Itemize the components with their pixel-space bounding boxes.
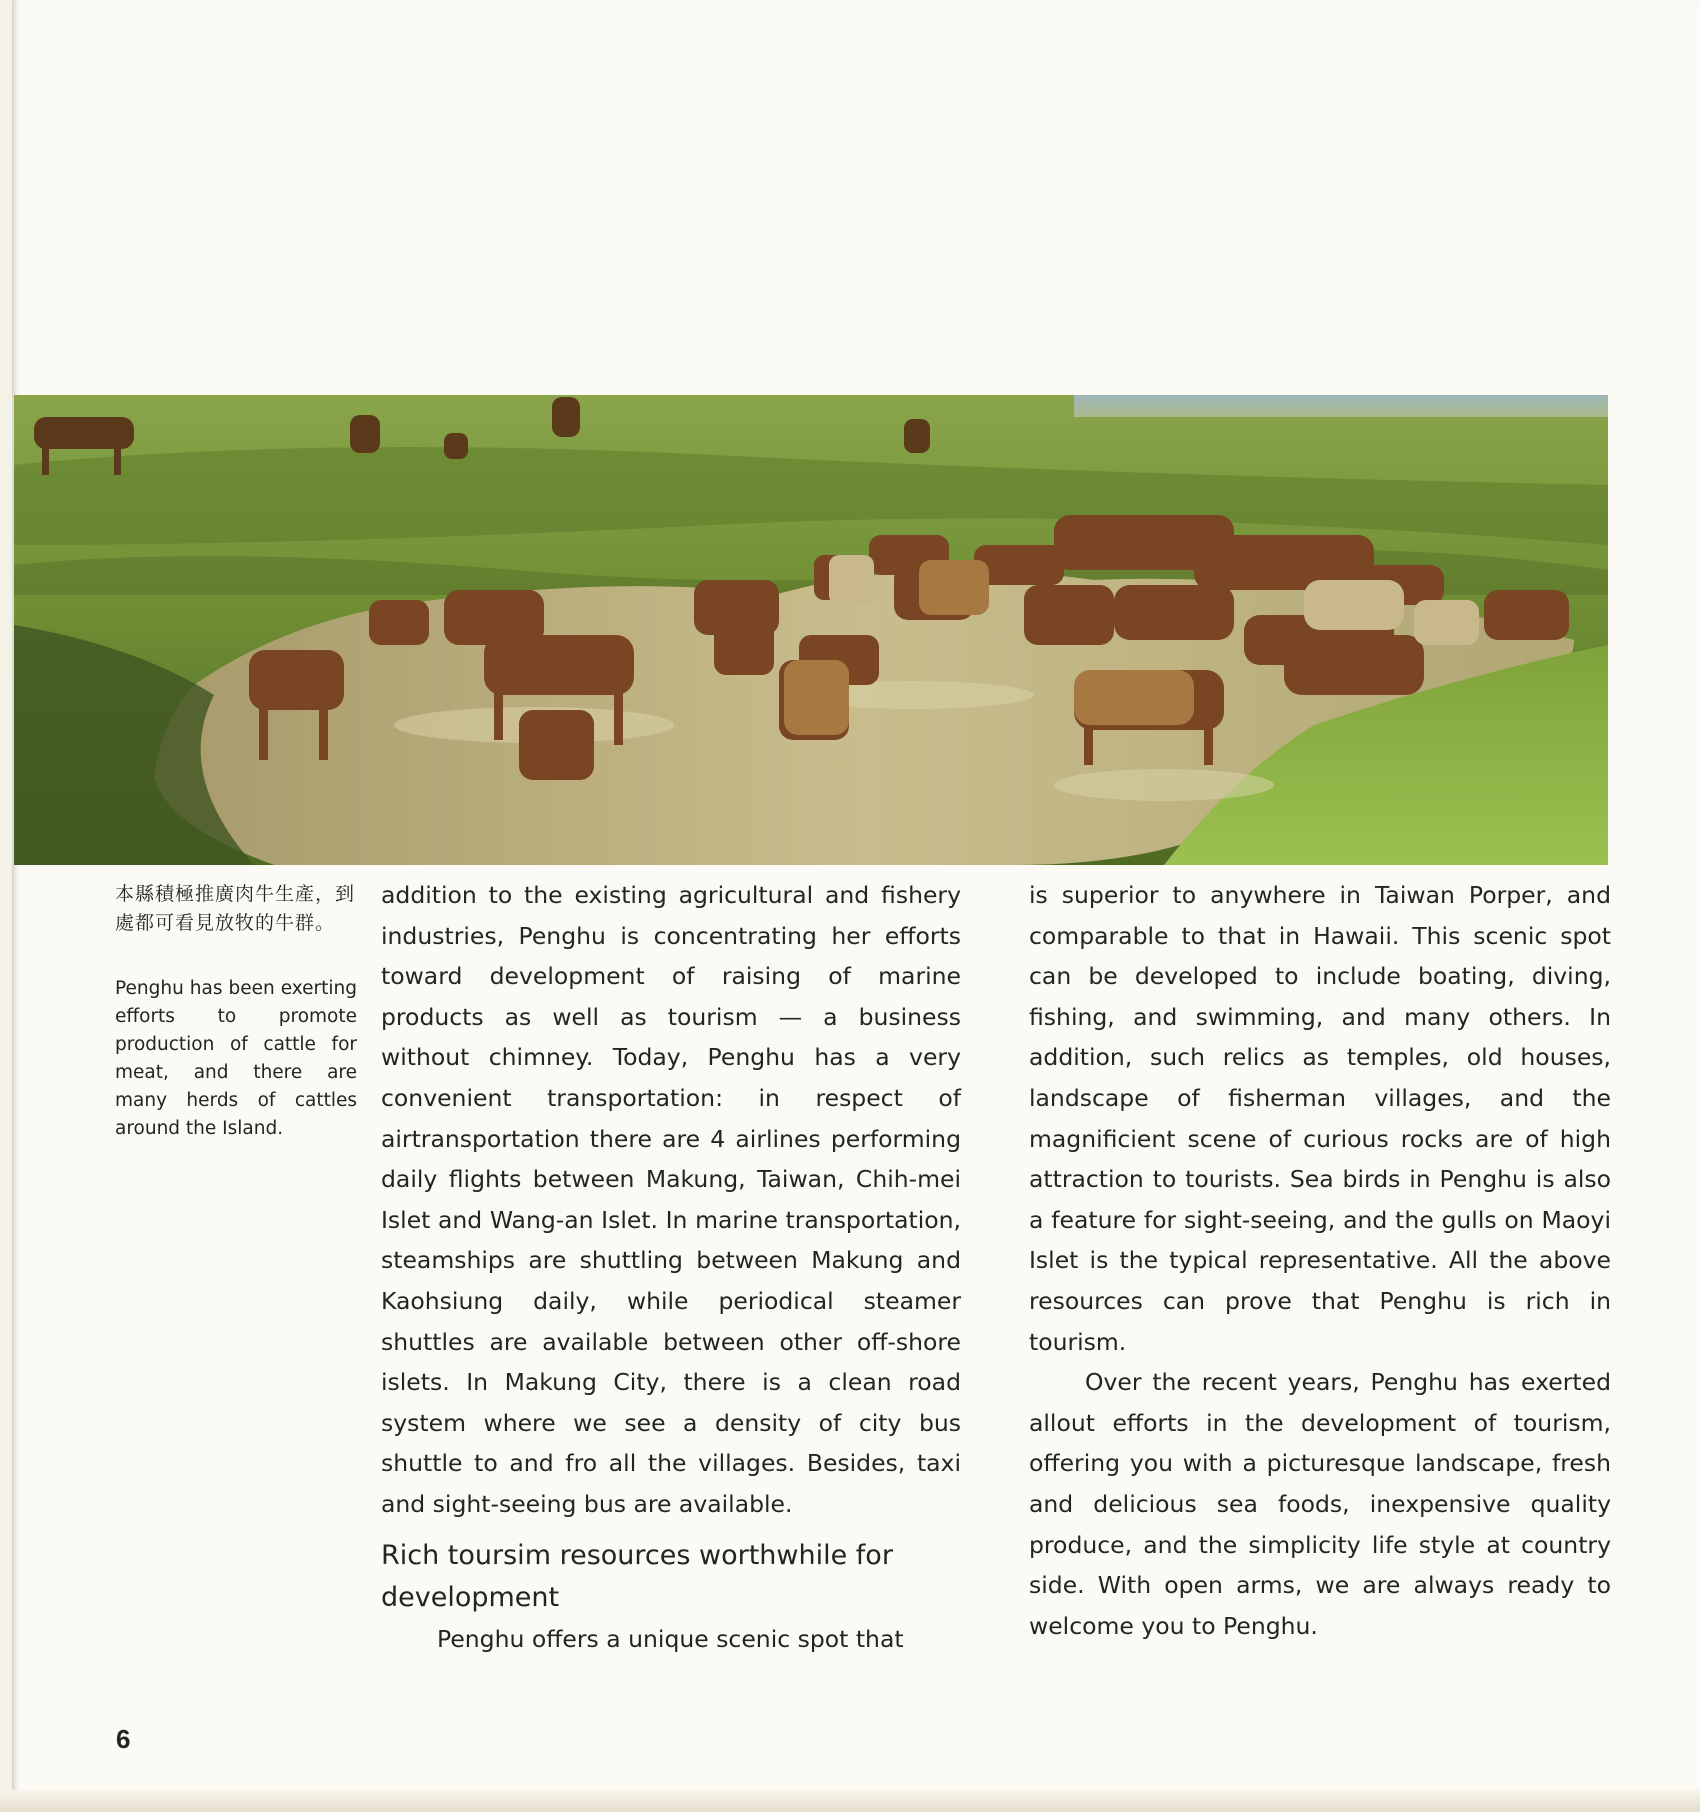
caption-chinese: 本縣積極推廣肉牛生產，到處都可看見放牧的牛群。 — [115, 883, 356, 934]
section-heading: Rich toursim resources worthwhile for development — [381, 1539, 893, 1613]
text-column-middle — [381, 875, 961, 1659]
text-column-right — [1029, 875, 1611, 1646]
body-paragraph: addition to the existing agricultural and fishery industries, Penghu is concentrating her efforts toward development of raising of marine products as well as tourism — a business without chimney. Today, Penghu has a very convenient transportation: in respect of airtransportation there are 4 airlines performing daily flights between Makung, Taiwan, Chih-mei Islet and Wang-an Islet. In marine transportation, steamships are shuttling between Makung and Kaohsiung daily, while periodical steamer shuttles are available between other off-shore islets. In Makung City, there is a clean road system where we see a density of city bus shuttle to and fro all the villages. Besides, taxi and sight-seeing bus are available. — [381, 881, 961, 1518]
cattle-herd-photo — [14, 395, 1608, 865]
body-paragraph: Over the recent years, Penghu has exerted allout efforts in the development of tourism, offering you with a picturesque landscape, fresh and delicious sea foods, inexpensive quality produce, and the simplicity life style at country side. With open arms, we are always ready to welcome you to Penghu. — [1029, 1368, 1611, 1640]
page-number: 6 — [116, 1724, 131, 1754]
body-paragraph: is superior to anywhere in Taiwan Porper, and comparable to that in Hawaii. This scenic spot can be developed to include boating, diving, fishing, and swimming, and many others. In addition, such relics as temples, old houses, landscape of fisherman villages, and the magnificient scene of curious rocks are of high attraction to tourists. Sea birds in Penghu is also a feature for sight-seeing, and the gulls on Maoyi Islet is the typical representative. All the above resources can prove that Penghu is rich in tourism. — [1029, 881, 1611, 1356]
caption-english: Penghu has been exerting efforts to promote production of cattle for meat, and there are many herds of cattles around the Island. — [115, 978, 357, 1139]
body-paragraph: Penghu offers a unique scenic spot that — [437, 1624, 904, 1653]
page-edge — [0, 1790, 1700, 1812]
